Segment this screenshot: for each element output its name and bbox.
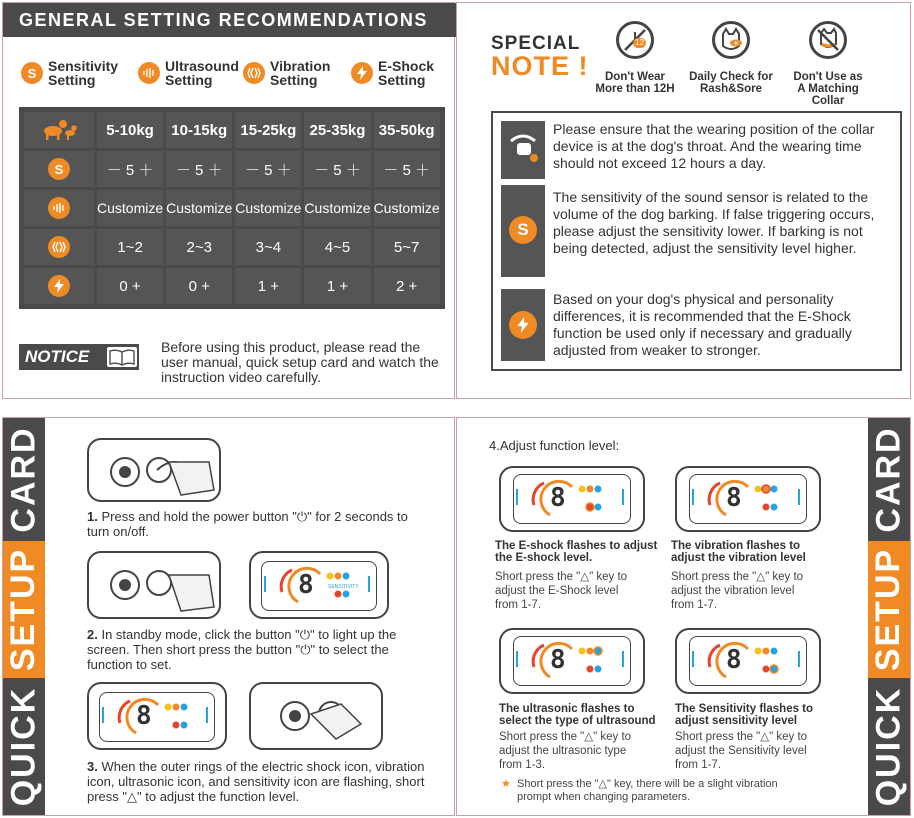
table-row (24, 190, 440, 226)
table-cell: Customize (304, 190, 370, 226)
sensitivity-instructions (675, 730, 845, 772)
table-header: 10-15kg (166, 112, 232, 148)
ultrasonic-caption (499, 703, 669, 727)
legend-vibration (243, 59, 330, 87)
warning-no-collar (780, 21, 876, 107)
quick-setup-vertical-bar (3, 418, 45, 815)
collar-screen-illustration (249, 551, 389, 619)
note-text-eshock: Based on your dog's physical and personality differences, it is recommended that the E-Shock function be used only if necessary and gradually adjusted from weaker to stronger. (553, 291, 852, 358)
display-digit: 8 (136, 701, 152, 731)
note-text-sensitivity: The sensitivity of the sound sensor is related to the volume of the dog barking. If false triggering occurs, please adjust the sensitivity lower. If barking is not being detected, adjust the sensitivity level higher. (553, 189, 875, 256)
eshock-instructions (495, 570, 665, 612)
step1-text (87, 509, 427, 539)
note-text-wear: Please ensure that the wearing position of the collar device is at the dog's throat. And the wearing time should not exceed 12 hours a day. (553, 121, 875, 171)
warning-daily-check (683, 21, 779, 95)
warning-no-12h (587, 21, 683, 95)
caption-line: from 1-3. (499, 759, 546, 771)
caption-bold-line: The E-shock flashes to adjust (495, 540, 658, 552)
caption-line: adjust the ultrasonic type (499, 745, 627, 757)
table-cell: － 5 ＋ (304, 151, 370, 187)
no-12h-icon (616, 21, 654, 59)
quick-setup-left-panel (2, 417, 455, 816)
vibration-icon (48, 236, 70, 258)
display-digit: 8 (550, 645, 566, 675)
table-cell: － 5 ＋ (97, 151, 163, 187)
general-settings-title: GENERAL SETTING RECOMMENDATIONS (3, 3, 456, 37)
star-icon: ★ (501, 778, 511, 790)
caption-line: Short press the "△" key to (671, 571, 804, 583)
table-cell: 3~4 (235, 229, 301, 265)
collar-device-illustration (87, 551, 221, 619)
legend-eshock-line2: Setting (378, 72, 426, 88)
sensitivity-icon: S (48, 158, 70, 180)
table-cell: Customize (374, 190, 440, 226)
collar-device-illustration (249, 682, 383, 750)
caption-bold-line: The vibration flashes to (671, 540, 801, 552)
display-digit: 8 (550, 483, 566, 513)
eshock-caption (495, 540, 665, 564)
caption-line: adjust the Sensitivity level (675, 745, 807, 757)
table-cell: 1 + (235, 268, 301, 304)
vibration-icon (243, 62, 265, 84)
collar-screen-illustration (675, 466, 821, 532)
no-collar-icon (809, 21, 847, 59)
warning-line2: Rash&Sore (700, 83, 762, 95)
eshock-icon (509, 311, 537, 339)
sensitivity-icon: S (21, 62, 43, 84)
caption-line: adjust the E-Shock level (495, 585, 619, 597)
caption-line: adjust the vibration level (671, 585, 795, 597)
warning-line1: Daily Check for (689, 71, 773, 83)
table-cell: 1~2 (97, 229, 163, 265)
table-cell: Customize (97, 190, 163, 226)
warning-line2: A Matching Collar (797, 83, 859, 107)
table-cell: 4~5 (304, 229, 370, 265)
special-heading: SPECIAL (491, 33, 581, 54)
table-cell: 2 + (374, 268, 440, 304)
table-cell: 0 + (166, 268, 232, 304)
notice-text: Before using this product, please read the user manual, quick setup card and watch the instruction video carefully. (161, 339, 439, 385)
note-heading: NOTE ! (491, 51, 589, 81)
table-header: 35-50kg (374, 112, 440, 148)
note-row-wear (501, 121, 896, 179)
table-cell: 0 + (97, 268, 163, 304)
table-row (24, 229, 440, 265)
display-digit: 8 (726, 483, 742, 513)
collar-screen-illustration (675, 628, 821, 694)
quick-setup-right-panel (456, 417, 911, 816)
ultrasound-icon (48, 197, 70, 219)
caption-line: Short press the "△" key to (675, 731, 808, 743)
quick-word: QUICK (869, 686, 908, 807)
table-header: 15-25kg (235, 112, 301, 148)
general-settings-panel (2, 2, 455, 399)
legend-eshock (351, 59, 434, 87)
step1-number: 1. (87, 509, 98, 524)
collar-screen-illustration (499, 466, 645, 532)
sensitivity-icon: S (509, 216, 537, 244)
step1-instructions: Press and hold the power button "⏻" for 2 seconds to turn on/off. (87, 509, 408, 539)
caption-bold-line: select the type of ultrasound (499, 715, 656, 727)
ultrasound-icon (138, 62, 160, 84)
table-cell: Customize (235, 190, 301, 226)
collar-screen-illustration (87, 682, 227, 750)
table-cell: 2~3 (166, 229, 232, 265)
caption-bold-line: The Sensitivity flashes to (675, 703, 814, 715)
table-header: 25-35kg (304, 112, 370, 148)
notice-label: NOTICE (25, 347, 90, 366)
footnote (501, 778, 811, 804)
step2-text (87, 627, 427, 672)
caption-line: from 1-7. (495, 599, 542, 611)
table-cell: － 5 ＋ (166, 151, 232, 187)
step2-number: 2. (87, 627, 98, 642)
caption-bold-line: The ultrasonic flashes to (499, 703, 635, 715)
table-cell: 5~7 (374, 229, 440, 265)
card-word: CARD (4, 426, 43, 533)
collar-screen-illustration (499, 628, 645, 694)
caption-bold-line: adjust the vibration level (671, 552, 806, 564)
table-row (24, 268, 440, 304)
legend-ultrasound-line2: Setting (165, 72, 213, 88)
note-box (491, 111, 902, 371)
warning-line2: More than 12H (595, 83, 675, 95)
special-note-panel (456, 2, 911, 399)
note-row-sensitivity (501, 185, 896, 277)
quick-setup-vertical-bar (868, 418, 910, 815)
dog-eye-check-icon (712, 21, 750, 59)
table-cell: － 5 ＋ (374, 151, 440, 187)
screen-label: SENSITIVITY (328, 584, 359, 590)
display-digit: 8 (726, 645, 742, 675)
legend-ultrasound (138, 59, 239, 87)
step2-instructions: In standby mode, click the button "⏻" to light up the screen. Then short press the button "⏻" to select the function to set. (87, 627, 397, 672)
warning-line1: Don't Use as (793, 71, 863, 83)
step4-title: 4.Adjust function level: (489, 438, 620, 453)
legend-vibration-line1: Vibration (270, 58, 331, 74)
legend-sensitivity-line2: Setting (48, 72, 96, 88)
legend-sensitivity-line1: Sensitivity (48, 58, 119, 74)
note-row-eshock (501, 289, 896, 361)
caption-bold-line: the E-shock level. (495, 552, 593, 564)
step3-instructions: When the outer rings of the electric shock icon, vibration icon, ultrasonic icon, and sensitivity icon are flashing, short press "△" to adjust the function level. (87, 759, 425, 804)
step3-text (87, 759, 432, 804)
caption-line: from 1-7. (675, 759, 722, 771)
legend-sensitivity (21, 59, 118, 87)
legend-vibration-line2: Setting (270, 72, 318, 88)
table-cell: Customize (166, 190, 232, 226)
table-cell: － 5 ＋ (235, 151, 301, 187)
vibration-instructions (671, 570, 841, 612)
caption-line: from 1-7. (671, 599, 718, 611)
warning-line1: Don't Wear (604, 71, 666, 83)
display-digit: 8 (298, 570, 314, 600)
collar-position-icon (501, 121, 545, 179)
step3-number: 3. (87, 759, 98, 774)
setup-word: SETUP (4, 547, 43, 672)
notice-badge (19, 344, 139, 370)
table-row (24, 151, 440, 187)
book-icon (107, 347, 137, 367)
eshock-icon (48, 275, 70, 297)
footnote-text: Short press the "△" key, there will be a slight vibration prompt when changing parameters. (517, 778, 778, 803)
ultrasonic-instructions (499, 730, 669, 772)
caption-line: Short press the "△" key to (499, 731, 632, 743)
dogs-icon (24, 112, 94, 148)
table-cell: 1 + (304, 268, 370, 304)
table-row (24, 112, 440, 148)
setup-word: SETUP (869, 547, 908, 672)
caption-bold-line: adjust sensitivity level (675, 715, 798, 727)
table-header: 5-10kg (97, 112, 163, 148)
recommendation-table (19, 107, 445, 309)
legend-eshock-line1: E-Shock (378, 58, 435, 74)
eshock-icon (351, 62, 373, 84)
12h-badge: 12 (635, 38, 644, 47)
quick-word: QUICK (4, 686, 43, 807)
vibration-caption (671, 540, 841, 564)
caption-line: Short press the "△" key to (495, 571, 628, 583)
card-word: CARD (869, 426, 908, 533)
collar-device-illustration (87, 438, 221, 502)
sensitivity-caption (675, 703, 845, 727)
legend-ultrasound-line1: Ultrasound (165, 58, 239, 74)
